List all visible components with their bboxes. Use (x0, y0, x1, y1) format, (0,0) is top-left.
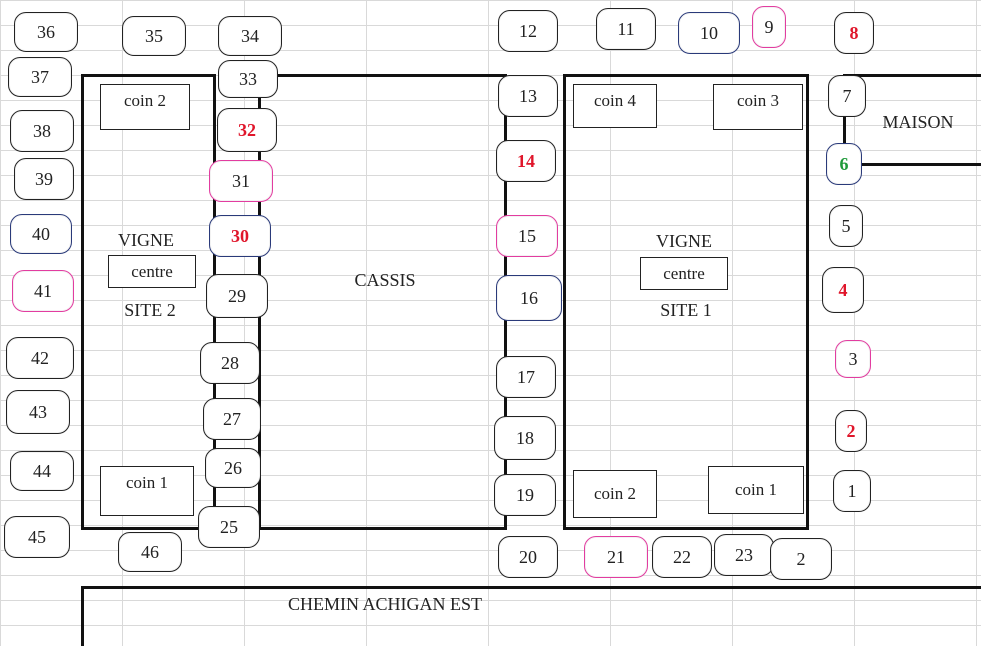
marker-29: 29 (206, 274, 268, 318)
marker-35: 35 (122, 16, 186, 56)
site-1-label: SITE 1 (660, 300, 712, 320)
marker-6: 6 (826, 143, 862, 185)
marker-43: 43 (6, 390, 70, 434)
chemin-achigan-est-label: CHEMIN ACHIGAN EST (287, 594, 483, 614)
marker-2: 2 (835, 410, 867, 452)
chemin-boundary (81, 586, 981, 646)
vigne-site-2-label: VIGNE (118, 230, 174, 250)
marker-21: 21 (584, 536, 648, 578)
site-1-centre-box: centre (640, 257, 728, 290)
marker-23: 23 (714, 534, 774, 576)
marker-10: 10 (678, 12, 740, 54)
marker-44: 44 (10, 451, 74, 491)
marker-3: 3 (835, 340, 871, 378)
marker-27: 27 (203, 398, 261, 440)
marker-32: 32 (217, 108, 277, 152)
marker-37: 37 (8, 57, 72, 97)
marker-42: 42 (6, 337, 74, 379)
site-2-centre-box: centre (108, 255, 196, 288)
site-2-label: SITE 2 (124, 300, 176, 320)
cassis-label: CASSIS (354, 270, 416, 290)
marker-11: 11 (596, 8, 656, 50)
marker-41: 41 (12, 270, 74, 312)
marker-25: 25 (198, 506, 260, 548)
marker-19: 19 (494, 474, 556, 516)
marker-39: 39 (14, 158, 74, 200)
marker-7: 7 (828, 75, 866, 117)
marker-26: 26 (205, 448, 261, 488)
marker-12: 12 (498, 10, 558, 52)
marker-4: 4 (822, 267, 864, 313)
marker-14: 14 (496, 140, 556, 182)
vigne-site-1-label: VIGNE (656, 231, 712, 251)
marker-40: 40 (10, 214, 72, 254)
maison-label: MAISON (882, 112, 954, 132)
marker-9: 9 (752, 6, 786, 48)
marker-22: 22 (652, 536, 712, 578)
marker-33: 33 (218, 60, 278, 98)
marker-45: 45 (4, 516, 70, 558)
marker-15: 15 (496, 215, 558, 257)
marker-13: 13 (498, 75, 558, 117)
marker-16: 16 (496, 275, 562, 321)
site-2-coin-2-box: coin 2 (100, 84, 190, 130)
marker-17: 17 (496, 356, 556, 398)
cassis-boundary (258, 74, 507, 530)
marker-2-bottom: 2 (770, 538, 832, 580)
marker-18: 18 (494, 416, 556, 460)
marker-31: 31 (209, 160, 273, 202)
marker-30: 30 (209, 215, 271, 257)
site-1-coin-2-box: coin 2 (573, 470, 657, 518)
marker-28: 28 (200, 342, 260, 384)
site-1-coin-1-box: coin 1 (708, 466, 804, 514)
marker-38: 38 (10, 110, 74, 152)
site-1-coin-4-box: coin 4 (573, 84, 657, 128)
marker-8: 8 (834, 12, 874, 54)
marker-20: 20 (498, 536, 558, 578)
site-1-coin-3-box: coin 3 (713, 84, 803, 130)
marker-5: 5 (829, 205, 863, 247)
marker-34: 34 (218, 16, 282, 56)
marker-1: 1 (833, 470, 871, 512)
marker-46: 46 (118, 532, 182, 572)
marker-36: 36 (14, 12, 78, 52)
site-2-coin-1-box: coin 1 (100, 466, 194, 516)
